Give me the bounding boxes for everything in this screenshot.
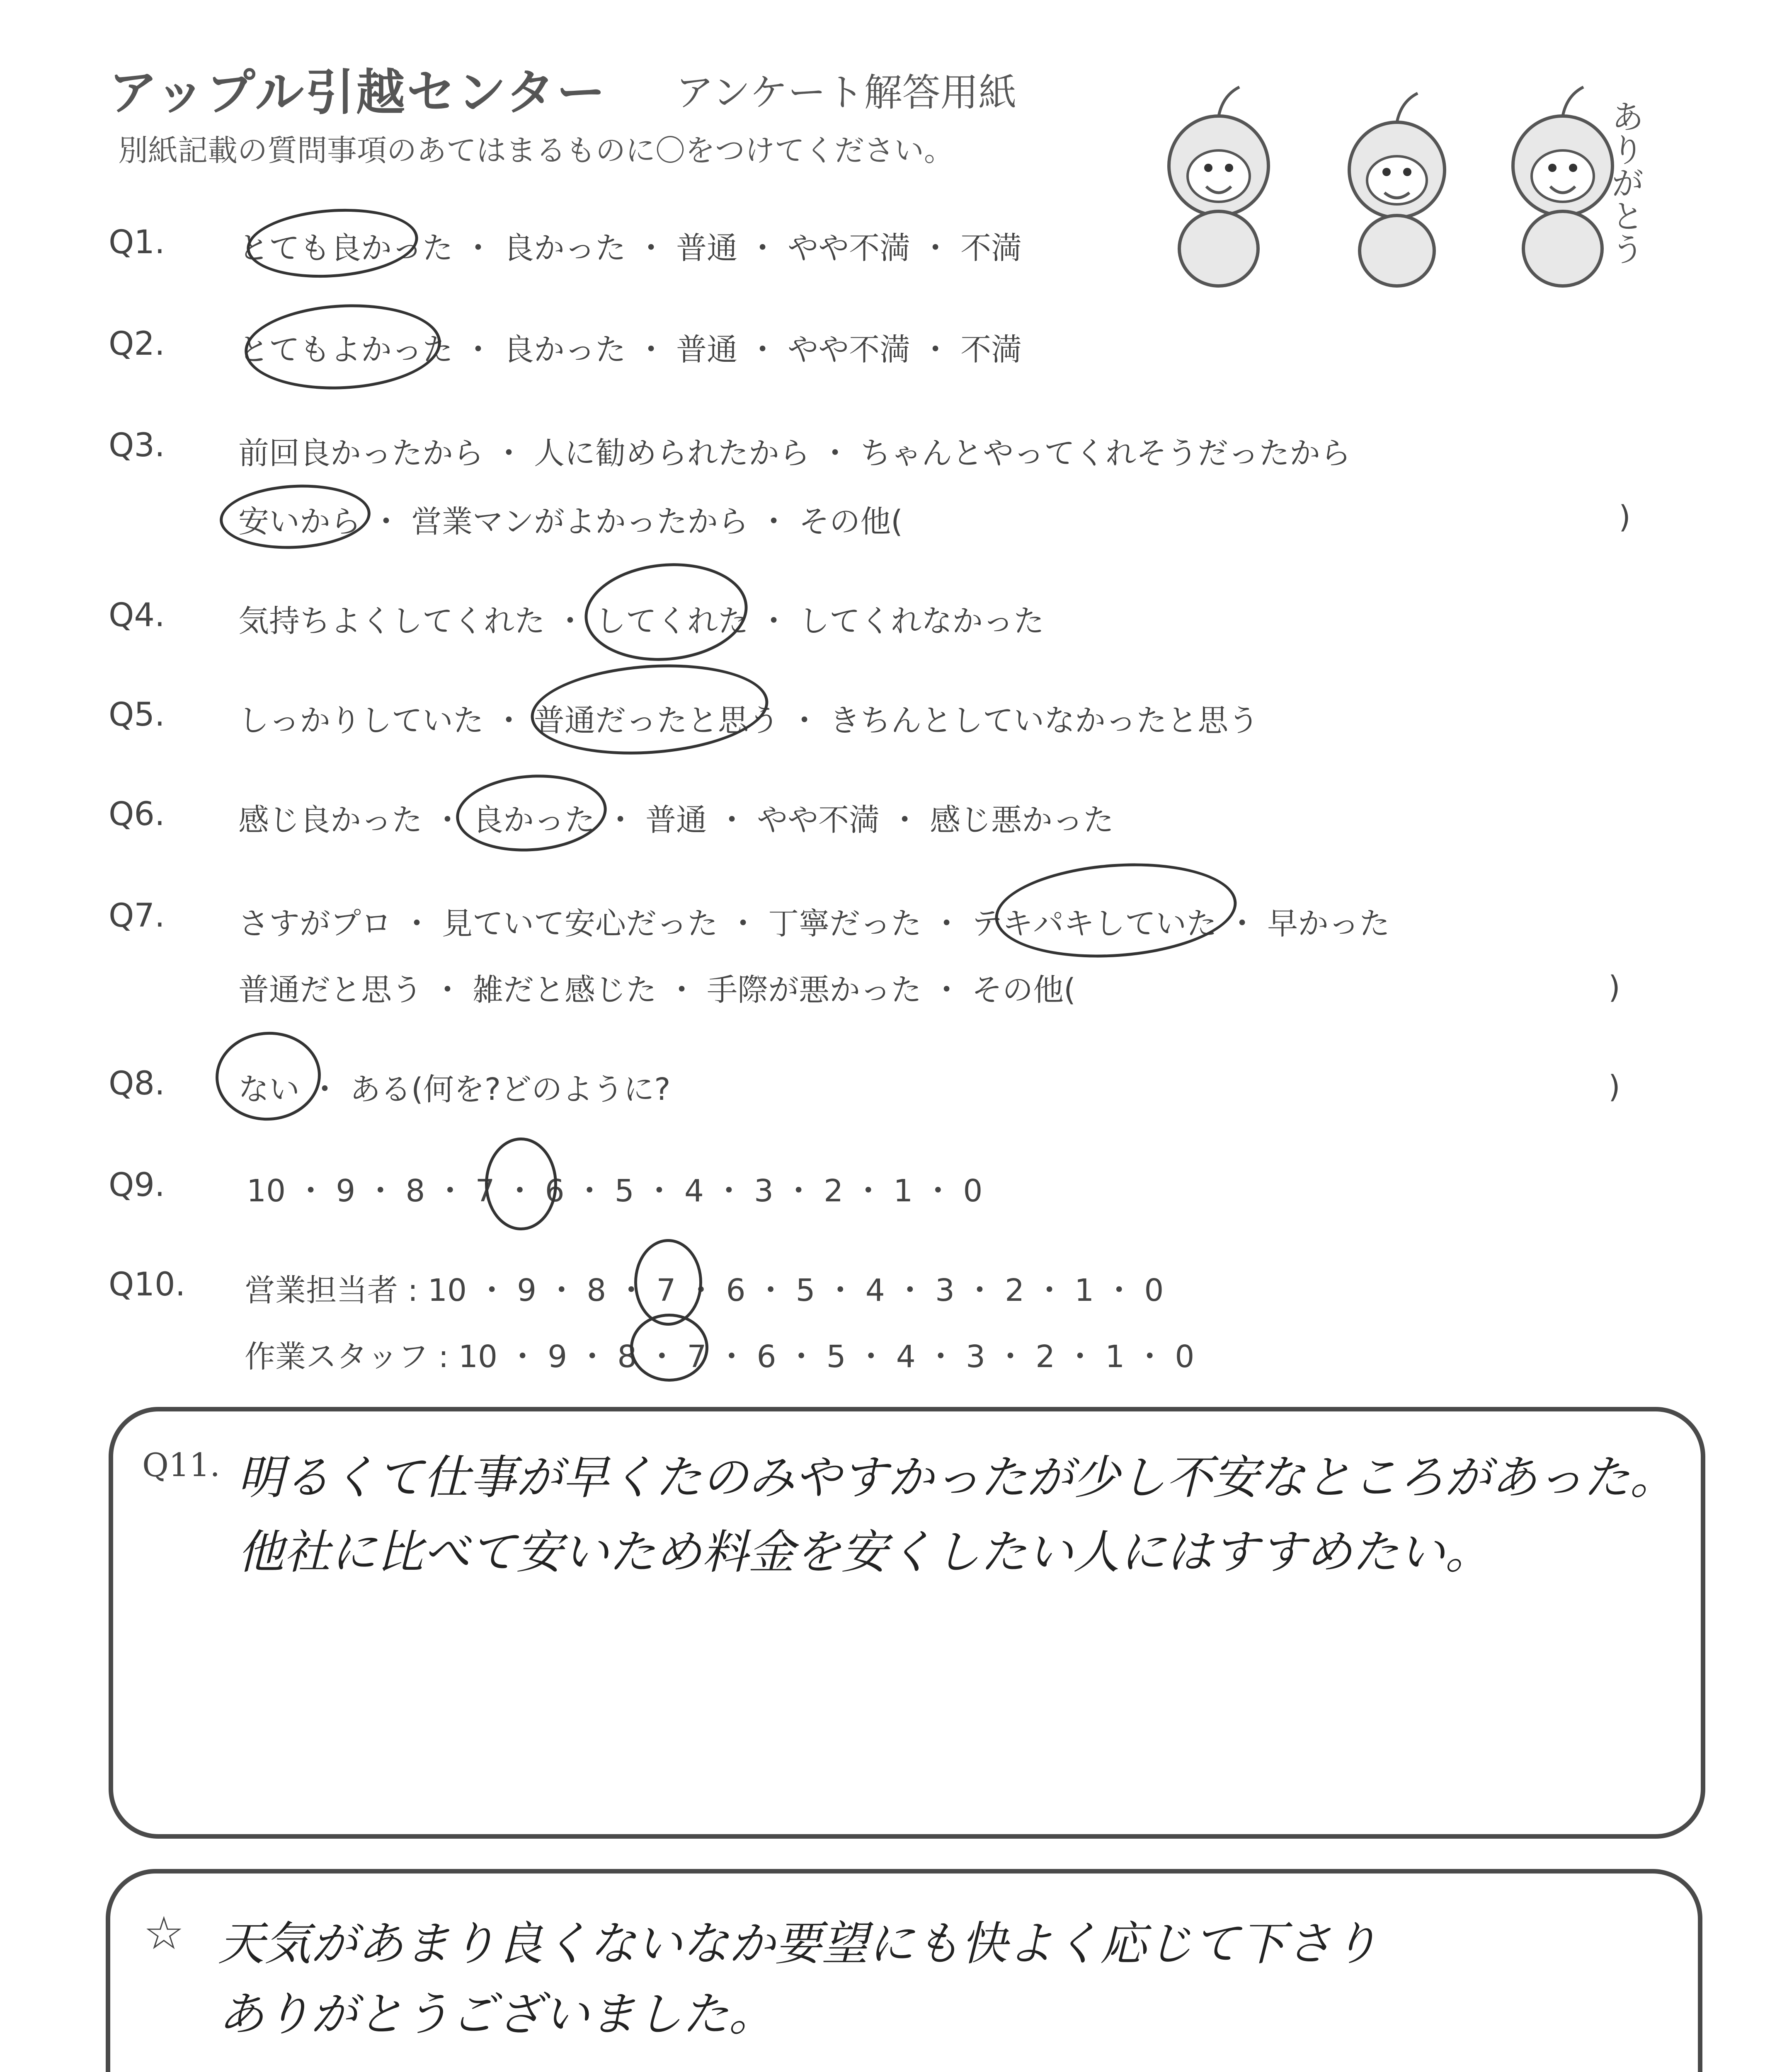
q8-options: ない ・ ある(何を?どのように? [238, 1072, 671, 1107]
q7-close-paren: ) [1608, 970, 1620, 1005]
q5-number: Q5. [109, 696, 165, 733]
q1-options: とても良かった ・ 良かった ・ 普通 ・ やや不満 ・ 不満 [238, 230, 1022, 266]
q8-number: Q8. [109, 1065, 165, 1102]
comment-handwritten-line1: 天気があまり良くないなか要望にも快よく応じて下さり [218, 1917, 1379, 1971]
q7-options-line2: 普通だと思う ・ 雑だと感じた ・ 手際が悪かった ・ その他( [238, 972, 1076, 1008]
q10-sales-scale: 営業担当者 : 10 ・ 9 ・ 8 ・ 7 ・ 6 ・ 5 ・ 4 ・ 3 ・ 2 ・ 1 ・ 0 [245, 1273, 1164, 1308]
q3-number: Q3. [109, 427, 165, 464]
q1-number: Q1. [109, 224, 165, 261]
q3-answer-circle [218, 481, 372, 553]
q2-number: Q2. [109, 325, 165, 363]
q11-handwritten-line1: 明るくて仕事が早くたのみやすかったが少し不安なところがあった。 [238, 1451, 1676, 1505]
q7-options-line1: さすがプロ ・ 見ていて安心だった ・ 丁寧だった ・ テキパキしていた ・ 早かった [238, 906, 1390, 942]
comment-box [106, 1869, 1702, 2072]
company-title: アップル引越センター [109, 64, 607, 121]
q10-staff-answer-circle [630, 1314, 708, 1382]
form-subtitle: アンケート解答用紙 [676, 70, 1017, 115]
q6-options: 感じ良かった ・ 良かった ・ 普通 ・ やや不満 ・ 感じ悪かった [238, 802, 1114, 838]
q6-answer-circle [453, 770, 609, 857]
q9-answer-circle [485, 1138, 557, 1230]
q11-label: Q11. [142, 1447, 220, 1484]
q3-close-paren: ) [1619, 499, 1631, 535]
q8-answer-circle [213, 1028, 324, 1124]
q7-number: Q7. [109, 897, 165, 934]
q1-answer-circle [245, 203, 420, 283]
q5-options: しっかりしていた ・ 普通だったと思う ・ きちんとしていなかったと思う [238, 703, 1259, 738]
q3-options-line1: 前回良かったから ・ 人に勧められたから ・ ちゃんとやってくれそうだったから [238, 436, 1351, 471]
mascot-caption: ありがとう [1605, 99, 1644, 265]
q10-sales-answer-circle [634, 1239, 702, 1326]
q5-answer-circle [528, 657, 771, 762]
q4-number: Q4. [109, 597, 165, 634]
q11-answer-box [109, 1407, 1705, 1839]
q9-options: 10 ・ 9 ・ 8 ・ 7 ・ 6 ・ 5 ・ 4 ・ 3 ・ 2 ・ 1 ・ 0 [247, 1173, 983, 1209]
q3-options-line2: 安いから ・ 営業マンがよかったから ・ その他( [238, 504, 903, 540]
star-icon: ☆ [143, 1907, 184, 1960]
instruction-text: 別紙記載の質問事項のあてはまるものに〇をつけてください。 [118, 133, 954, 168]
q4-options: 気持ちよくしてくれた ・ してくれた ・ してくれなかった [238, 603, 1045, 639]
monkey-mascots-illustration [1136, 62, 1675, 294]
q10-number: Q10. [109, 1266, 186, 1303]
q7-answer-circle [992, 856, 1240, 965]
q6-number: Q6. [109, 796, 165, 833]
q8-close-paren: ) [1608, 1069, 1620, 1105]
q9-number: Q9. [109, 1167, 165, 1204]
q11-handwritten-line2: 他社に比べて安いため料金を安くしたい人にはすすめたい。 [238, 1525, 1492, 1579]
q2-options: とてもよかった ・ 良かった ・ 普通 ・ やや不満 ・ 不満 [238, 332, 1022, 368]
comment-handwritten-line2: ありがとうございました。 [218, 1987, 775, 2041]
q10-staff-scale: 作業スタッフ : 10 ・ 9 ・ 8 ・ 7 ・ 6 ・ 5 ・ 4 ・ 3 ・ 2 ・ 1 ・ 0 [245, 1339, 1195, 1375]
q2-answer-circle [242, 300, 443, 395]
q4-answer-circle [581, 557, 752, 667]
